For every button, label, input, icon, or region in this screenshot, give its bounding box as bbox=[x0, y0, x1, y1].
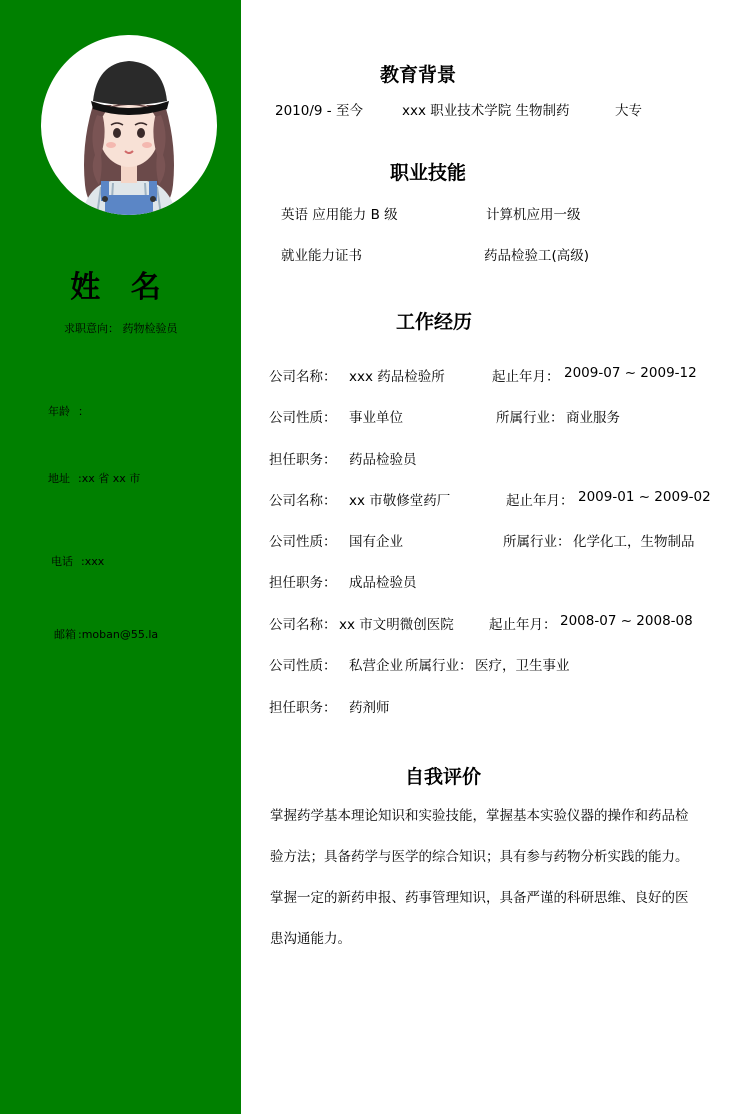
email-row bbox=[54, 626, 158, 642]
skills-row-2 bbox=[241, 244, 750, 262]
age-row bbox=[48, 403, 89, 419]
resume-main bbox=[241, 0, 750, 1114]
skills-title: 职业技能 bbox=[390, 162, 467, 184]
self-eval-title: 自我评价 bbox=[405, 766, 482, 788]
skill-item: 计算机应用一级 bbox=[486, 207, 581, 223]
company-label: 公司名称： bbox=[269, 617, 337, 633]
self-eval-line: 患沟通能力。 bbox=[270, 931, 351, 947]
phone-row bbox=[51, 553, 104, 569]
company-label: 公司名称： bbox=[269, 493, 337, 509]
role-value: 成品检验员 bbox=[349, 575, 417, 591]
education-school: xxx 职业技术学院 生物制药 bbox=[402, 103, 570, 119]
self-eval-text bbox=[270, 796, 720, 960]
period-label: 起止年月： bbox=[489, 617, 557, 633]
avatar bbox=[41, 35, 217, 215]
role-value: 药品检验员 bbox=[349, 452, 417, 468]
email-label: 邮箱 bbox=[54, 628, 76, 641]
industry-value: 化学化工，生物制品 bbox=[573, 534, 695, 550]
nature-value: 私营企业 bbox=[349, 658, 403, 674]
role-label: 担任职务： bbox=[269, 700, 337, 716]
nature-label: 公司性质： bbox=[269, 658, 337, 674]
age-label: 年龄 bbox=[48, 405, 70, 418]
company-value: xx 市敬修堂药厂 bbox=[349, 493, 451, 509]
address-value: :xx 省 xx 市 bbox=[78, 472, 141, 485]
industry-label: 所属行业： bbox=[496, 410, 564, 426]
period-value: 2009-01 ~ 2009-02 bbox=[578, 489, 711, 505]
candidate-name: 姓 名 bbox=[70, 270, 171, 305]
age-value: ： bbox=[78, 405, 89, 418]
self-eval-line: 验方法；具备药学与医学的综合知识；具有参与药物分析实践的能力。 bbox=[270, 849, 689, 865]
industry-label: 所属行业： bbox=[503, 534, 571, 550]
job-role-row bbox=[241, 571, 750, 589]
work-title: 工作经历 bbox=[396, 311, 473, 333]
nature-label: 公司性质： bbox=[269, 410, 337, 426]
avatar-illustration-icon bbox=[41, 35, 217, 215]
nature-value: 国有企业 bbox=[349, 534, 403, 550]
skill-item: 药品检验工(高级) bbox=[484, 248, 590, 264]
education-period: 2010/9 - 至今 bbox=[275, 103, 363, 119]
period-label: 起止年月： bbox=[492, 369, 560, 385]
job-company-row bbox=[241, 365, 750, 383]
period-value: 2009-07 ~ 2009-12 bbox=[564, 365, 697, 381]
skills-row-1 bbox=[241, 203, 750, 221]
skill-item: 英语 应用能力 B 级 bbox=[281, 207, 398, 223]
phone-label: 电话 bbox=[51, 555, 73, 568]
profile-sidebar bbox=[0, 0, 241, 1114]
job-role-row bbox=[241, 696, 750, 714]
role-value: 药剂师 bbox=[349, 700, 390, 716]
self-eval-line: 掌握药学基本理论知识和实验技能，掌握基本实验仪器的操作和药品检 bbox=[270, 808, 689, 824]
address-row bbox=[48, 470, 140, 486]
job-objective bbox=[64, 320, 178, 336]
email-value: :moban@55.la bbox=[78, 628, 159, 641]
role-label: 担任职务： bbox=[269, 452, 337, 468]
company-value: xx 市文明微创医院 bbox=[339, 617, 454, 633]
job-company-row bbox=[241, 489, 750, 507]
period-value: 2008-07 ~ 2008-08 bbox=[560, 613, 693, 629]
job-nature-row bbox=[241, 654, 750, 672]
job-company-row bbox=[241, 613, 750, 631]
period-label: 起止年月： bbox=[506, 493, 574, 509]
phone-value: :xxx bbox=[81, 555, 105, 568]
company-value: xxx 药品检验所 bbox=[349, 369, 445, 385]
industry-value: 商业服务 bbox=[566, 410, 620, 426]
job-nature-row bbox=[241, 406, 750, 424]
education-title: 教育背景 bbox=[380, 64, 457, 86]
job-nature-row bbox=[241, 530, 750, 548]
industry-label: 所属行业： bbox=[405, 658, 473, 674]
role-label: 担任职务： bbox=[269, 575, 337, 591]
self-eval-line: 掌握一定的新药申报、药事管理知识，具备严谨的科研思维、良好的医 bbox=[270, 890, 689, 906]
nature-value: 事业单位 bbox=[349, 410, 403, 426]
industry-value: 医疗，卫生事业 bbox=[475, 658, 570, 674]
objective-label: 求职意向： bbox=[64, 322, 119, 335]
objective-value: 药物检验员 bbox=[122, 322, 178, 335]
job-role-row bbox=[241, 448, 750, 466]
education-degree: 大专 bbox=[615, 103, 642, 119]
nature-label: 公司性质： bbox=[269, 534, 337, 550]
address-label: 地址 bbox=[48, 472, 70, 485]
skill-item: 就业能力证书 bbox=[281, 248, 362, 264]
education-row bbox=[241, 99, 750, 117]
company-label: 公司名称： bbox=[269, 369, 337, 385]
